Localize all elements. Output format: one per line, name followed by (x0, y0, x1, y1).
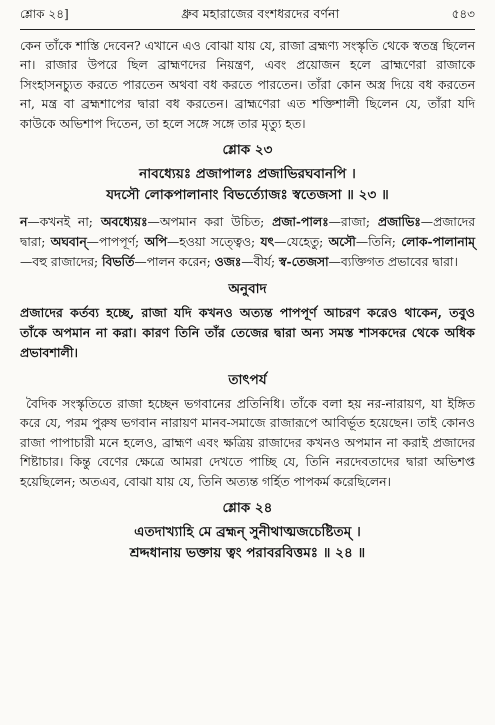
word-meaning: —অপমান করা উচিত; (147, 215, 273, 230)
word-meaning: —তিনি; (355, 235, 402, 250)
word-term: ওজঃ (214, 254, 242, 270)
verse-24-line-1: এতদাখ্যাহি মে ব্রহ্মন্ সুনীথাত্মজচেষ্টিতম্ । (134, 524, 361, 541)
word-meaning: —ব্যক্তিগত প্রভাবের দ্বারা। (328, 255, 458, 270)
word-term: অপি (144, 234, 167, 250)
running-header (20, 6, 475, 30)
word-term: বিভর্তি (102, 254, 135, 270)
word-meanings (20, 212, 475, 272)
word-term: অবধ্যেয়ঃ (100, 214, 148, 230)
translation-text: প্রজাদের কর্তব্য হচ্ছে, রাজা যদি কখনও অত্যন্ত পাপপূর্ণ আচরণ করেও থাকেন, তবুও তাঁকে অপমান না করা। কারণ তিনি তাঁর তেজের দ্বারা অন্য সমস্ত শাসকদের থেকে অধিক প্রভাবশালী। (20, 305, 475, 361)
purport-text: বৈদিক সংস্কৃতিতে রাজা হচ্ছেন ভগবানের প্রতিনিধি। তাঁকে বলা হয় নর-নারায়ণ, যা ইঙ্গিত করে যে, পরম পুরুষ ভগবান নারায়ণ মানব-সমাজে রাজারূপে আবির্ভূত হয়েছেন। তাই কোনও রাজা পাপাচারী মনে হলেও, ব্রাহ্মণ এবং ক্ষত্রিয় রাজাদের কখনও অপমান না করাই প্রজাদের শিষ্টাচার। কিন্তু বেণের ক্ষেত্রে আমরা দেখতে পাচ্ছি যে, তিনি নরদেবতাদের দ্বারা অভিশপ্ত হয়েছিলেন; অতএব, বোঝা যায় যে, তিনি অত্যন্ত গর্হিত পাপকর্ম করেছিলেন। (20, 396, 475, 489)
translation-heading: অনুবাদ (228, 281, 267, 298)
purport-heading: তাৎপর্য (228, 372, 267, 389)
word-meaning: —পালন করেন; (134, 255, 215, 270)
word-term: প্রজাভিঃ (377, 214, 421, 230)
word-meaning: —যেহেতু; (274, 235, 329, 250)
verse-23-line-1: নাবধ্যেয়ঃ প্রজাপালঃ প্রজাভিরঘবানপি । (139, 166, 356, 183)
word-meaning: —হওয়া সত্ত্বেও; (166, 235, 261, 250)
verse-23-heading: শ্লোক ২৩ (222, 142, 273, 159)
word-meaning: —রাজা; (328, 215, 378, 230)
verse-24-heading: শ্লোক ২৪ (222, 500, 273, 517)
word-term: অঘবান্ (50, 234, 87, 250)
page (20, 6, 475, 564)
verse-24-line-2: শ্রদ্দধানায় ভক্তায় ত্বং পরাবরবিত্তমঃ ॥ ২৪ ॥ (129, 545, 366, 562)
word-meaning: —বহু রাজাদের; (20, 255, 103, 270)
word-term: প্রজা-পালঃ (272, 214, 329, 230)
word-meaning: —পাপপূর্ণ; (86, 235, 145, 250)
word-meaning: —প্রজাদের দ্বারা; (20, 215, 476, 250)
intro-paragraph: কেন তাঁকে শাস্তি দেবেন? এখানে এও বোঝা যায় যে, রাজা ব্রহ্মণ্য সংস্কৃতি থেকে স্বতন্ত্র ছিলেন না। রাজার উপরে ছিল ব্রাহ্মণদের নিয়ন্ত্রণ, এবং প্রয়োজন হলে ব্রাহ্মণেরা রাজাকে সিংহাসনচ্যুত করতে পারতেন অথবা বধ করতে পারতেন। তাঁরা কোন অস্ত্র দিয়ে বধ করতেন না, মন্ত্র বা ব্রহ্মশাপের দ্বারা বধ করতেন। ব্রাহ্মণেরা এত শক্তিশালী ছিলেন যে, তাঁরা যদি কাউকে অভিশাপ দিতেন, তা হলে সঙ্গে সঙ্গে তার মৃত্যু হত। (20, 38, 475, 131)
word-meaning: —বীর্য; (241, 255, 280, 270)
word-term: যৎ (260, 234, 275, 250)
header-chapter-title: ধ্রুব মহারাজের বংশধরদের বর্ণনা (181, 6, 340, 21)
word-meaning: —কখনই না; (27, 215, 101, 230)
page-number: ৫৪৩ (451, 7, 475, 21)
word-term: লোক-পালানাম্ (401, 234, 475, 250)
word-term: অসৌ (328, 234, 356, 250)
word-term: স্ব-তেজসা (279, 254, 329, 270)
verse-23-line-2: যদসৌ লোকপালানাং বিভর্ত্যোজঃ স্বতেজসা ॥ ২৩ ॥ (106, 187, 389, 204)
header-verse-ref: শ্লোক ২৪] (20, 7, 69, 21)
word-term: ন (20, 214, 28, 230)
